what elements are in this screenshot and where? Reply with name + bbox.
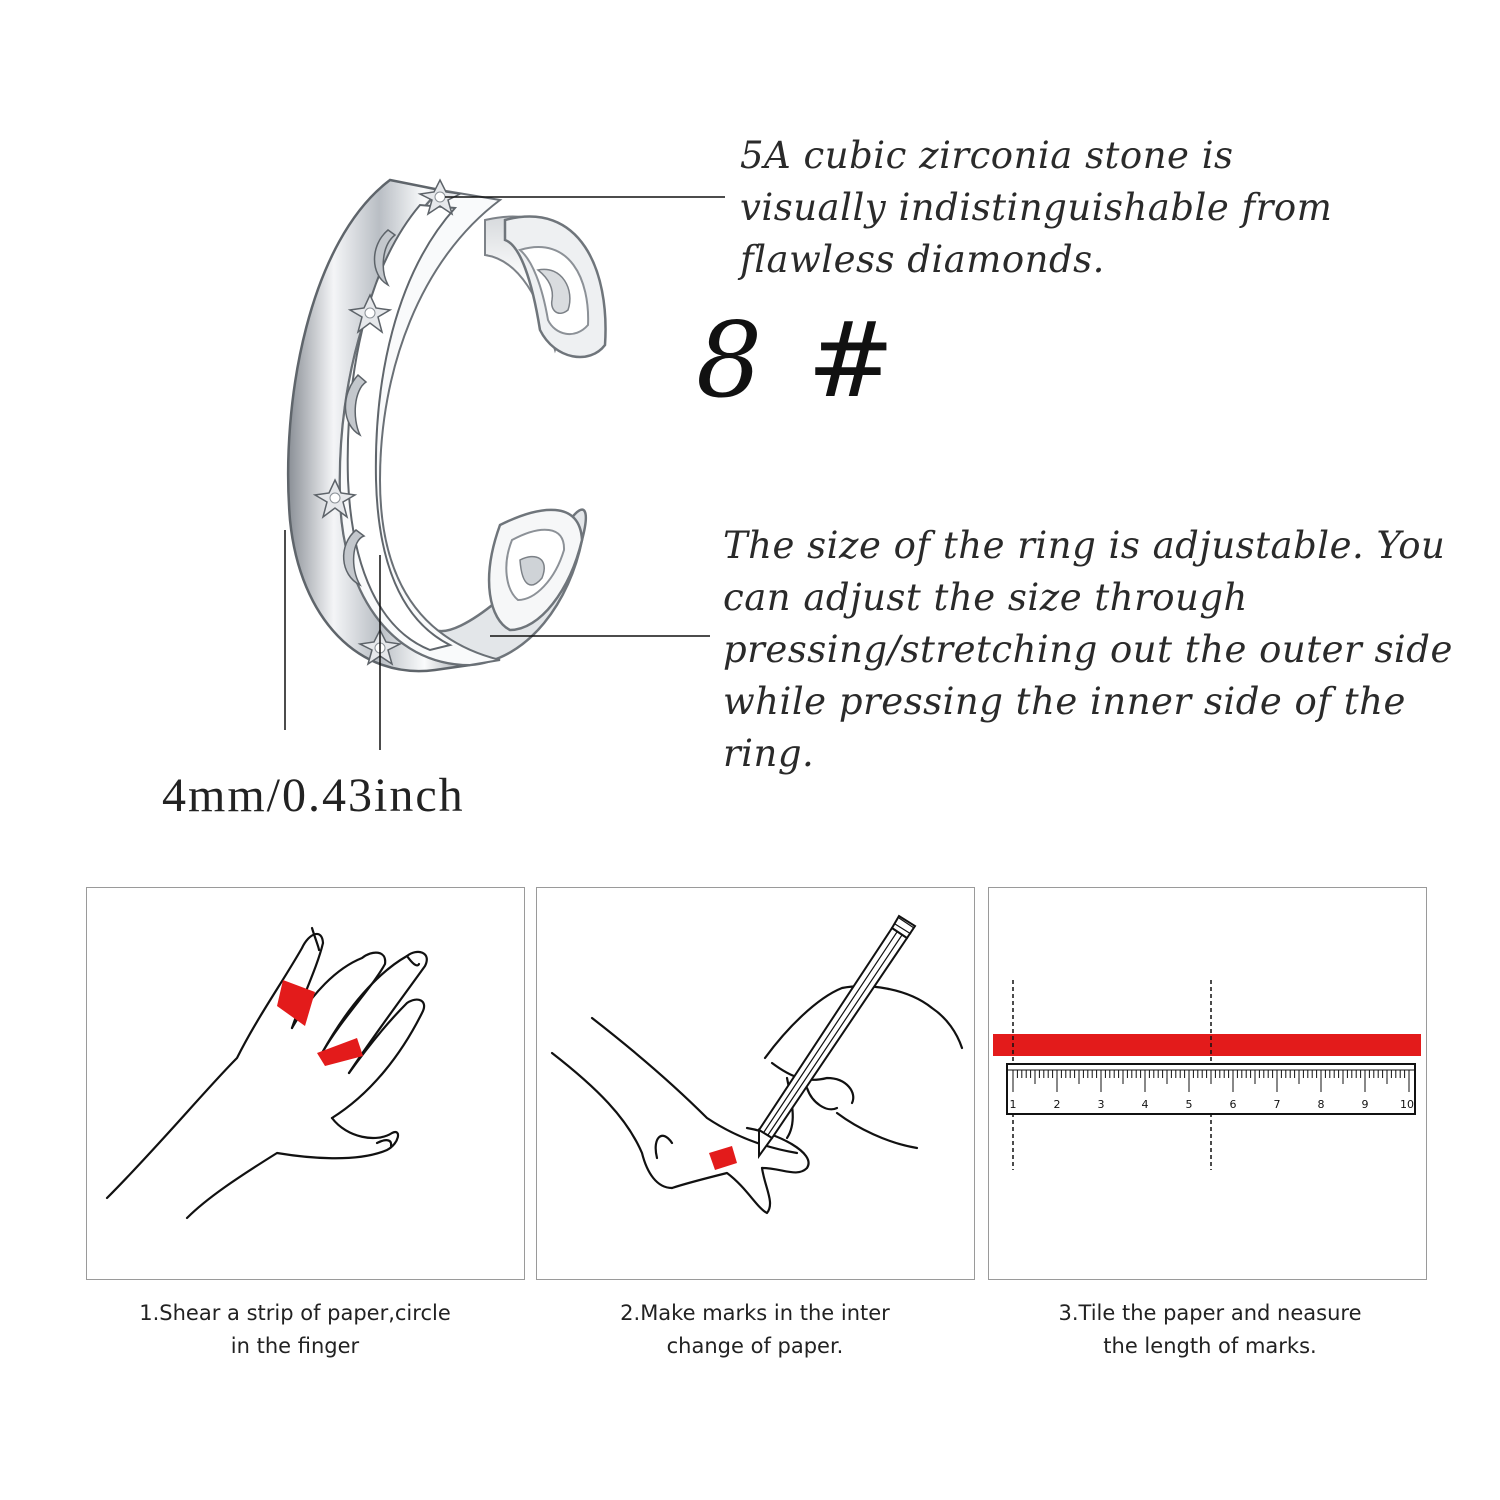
ruler-label: 10 <box>1400 1098 1414 1111</box>
ruler-label: 4 <box>1141 1098 1149 1111</box>
step-3-panel <box>988 887 1427 1280</box>
step-1-caption: 1.Shear a strip of paper,circle in the finger <box>139 1301 451 1358</box>
hand-with-paper-icon <box>87 888 524 1279</box>
ruler-label: 2 <box>1053 1098 1061 1111</box>
ruler-label: 1 <box>1009 1098 1017 1111</box>
ruler-label: 6 <box>1229 1098 1237 1111</box>
paper-strip <box>993 1034 1421 1056</box>
hand-with-pen-icon <box>537 888 974 1279</box>
adjustable-description: The size of the ring is adjustable. You can adjust the size through pressing/stretching out the outer side while pressing the inner side of the ring. <box>723 524 1453 775</box>
ruler-label: 7 <box>1273 1098 1281 1111</box>
stone-description: 5A cubic zirconia stone is visually indistinguishable from flawless diamonds. <box>740 134 1333 281</box>
mark-on-finger <box>709 1146 737 1170</box>
step-2-panel <box>536 887 975 1280</box>
paper-strip-upper <box>277 980 315 1026</box>
band-width-label: 4mm/0.43inch <box>162 769 465 822</box>
ruler-label: 3 <box>1097 1098 1105 1111</box>
ruler-measurement-icon <box>989 888 1426 1279</box>
size-code: 8 # <box>696 299 901 421</box>
step-2-caption: 2.Make marks in the inter change of paper. <box>620 1301 890 1358</box>
step-3-caption: 3.Tile the paper and neasure the length of marks. <box>1058 1301 1362 1358</box>
ruler-label: 8 <box>1317 1098 1325 1111</box>
step-1-panel <box>86 887 525 1280</box>
ruler-label: 5 <box>1185 1098 1193 1111</box>
ruler-label: 9 <box>1361 1098 1369 1111</box>
